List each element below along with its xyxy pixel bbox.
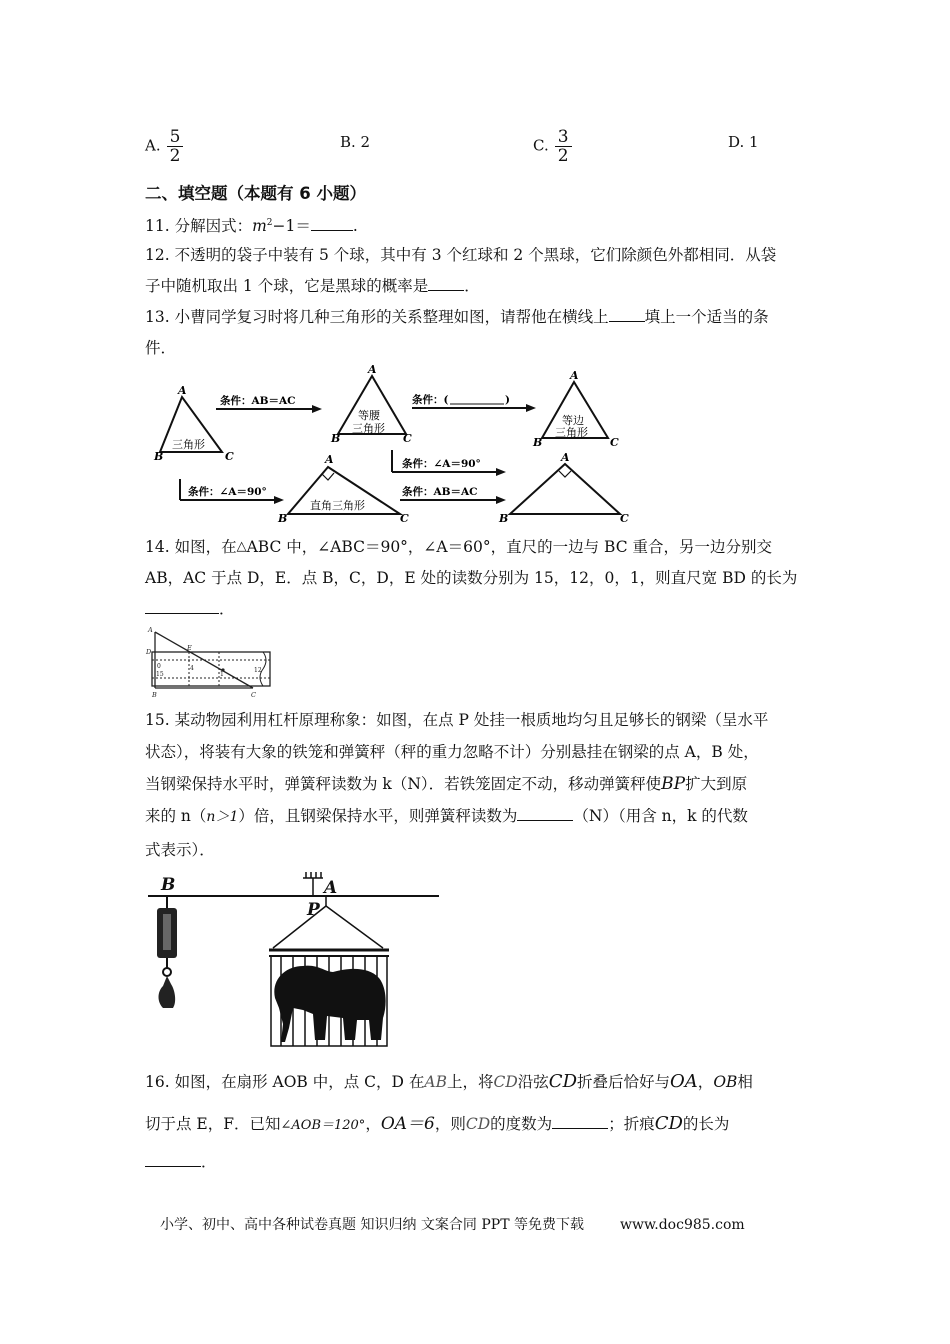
svg-text:三角形: 三角形 — [352, 422, 385, 435]
ruler-triangle-figure — [143, 624, 278, 698]
question-13-line1: 13. 小曹同学复习时将几种三角形的关系整理如图，请帮他在横线上 填上一个适当的条 — [145, 308, 769, 326]
elephant-lever-figure — [143, 868, 443, 1053]
option-d: D. 1 — [728, 133, 759, 151]
svg-text:C: C — [225, 450, 234, 463]
option-c: C. $\frac{3}{2}$ — [533, 128, 572, 165]
svg-text:C: C — [620, 512, 629, 525]
svg-text:A: A — [178, 384, 187, 397]
svg-text:B: B — [278, 512, 288, 525]
question-15-line1: 15. 某动物园利用杠杆原理称象：如图，在点 P 处挂一根质地均匀且足够长的钢梁（呈水平 — [145, 711, 769, 729]
svg-text:A: A — [561, 451, 570, 464]
svg-text:B: B — [152, 691, 157, 698]
svg-text:B: B — [533, 436, 543, 449]
question-13-line2: 件． — [145, 339, 177, 357]
svg-text:C: C — [610, 436, 619, 449]
svg-text:C: C — [251, 691, 256, 698]
svg-text:A: A — [368, 363, 377, 376]
question-15-line3: 当钢梁保持水平时，弹簧秤读数为 k（N）．若铁笼固定不动，移动弹簧秤使BP扩大到原 — [145, 774, 748, 794]
section-title: 二、填空题（本题有 6 小题） — [145, 184, 366, 203]
question-15-line2: 状态），将装有大象的铁笼和弹簧秤（秤的重力忽略不计）分别悬挂在钢梁的点 A，B 处， — [145, 743, 759, 761]
svg-text:12: 12 — [254, 667, 262, 674]
svg-text:A: A — [570, 369, 579, 382]
svg-text:条件：(: 条件：( — [412, 394, 449, 406]
svg-text:4: 4 — [190, 665, 194, 672]
svg-text:B: B — [161, 875, 176, 895]
svg-text:D: D — [146, 648, 152, 656]
option-a: A. $\frac{5}{2}$ — [145, 128, 183, 165]
svg-text:直角三角形: 直角三角形 — [310, 499, 365, 512]
question-14-line2: AB，AC 于点 D，E．点 B，C，D，E 处的读数分别为 15，12，0，1，则直尺宽 BD 的长为 — [145, 569, 798, 587]
svg-text:三角形: 三角形 — [172, 438, 205, 451]
question-16-line3: ． — [145, 1152, 217, 1172]
footer-url[interactable]: www.doc985.com — [619, 1217, 745, 1233]
svg-text:A: A — [148, 626, 153, 634]
question-11: 11. 分解因式：$m^2-1=$ . — [145, 217, 358, 236]
question-12-line1: 12. 不透明的袋子中装有 5 个球，其中有 3 个红球和 2 个黑球，它们除颜色外都相同．从袋 — [145, 246, 777, 264]
svg-text:0: 0 — [157, 663, 161, 670]
triangle-relations-diagram — [150, 362, 640, 527]
svg-text:等边: 等边 — [562, 414, 584, 427]
svg-text:三角形: 三角形 — [555, 426, 588, 439]
question-15-line4: 来的 n（n＞1）倍，且钢梁保持水平，则弹簧秤读数为 （N）（用含 n，k 的代数 — [145, 807, 748, 825]
svg-text:A: A — [325, 453, 334, 466]
page-footer: 小学、初中、高中各种试卷真题 知识归纳 文案合同 PPT 等免费下载 www.doc985.com — [160, 1217, 745, 1233]
svg-text:等腰: 等腰 — [358, 409, 380, 422]
svg-text:B: B — [499, 512, 509, 525]
svg-text:条件：∠A＝90°: 条件：∠A＝90° — [188, 486, 267, 498]
svg-text:条件：AB＝AC: 条件：AB＝AC — [220, 395, 296, 407]
svg-text:C: C — [403, 432, 412, 445]
svg-text:B: B — [331, 432, 341, 445]
question-12-line2: 子中随机取出 1 个球，它是黑球的概率是 ． — [145, 277, 480, 295]
svg-text:条件：AB＝AC: 条件：AB＝AC — [402, 486, 478, 498]
svg-text:P: P — [307, 900, 320, 920]
svg-text:15: 15 — [156, 671, 164, 678]
svg-text:B: B — [154, 450, 164, 463]
isosceles-right-triangle — [510, 464, 620, 514]
svg-text:E: E — [187, 644, 192, 652]
option-b: B. 2 — [340, 133, 371, 151]
svg-text:条件：∠A＝90°: 条件：∠A＝90° — [402, 458, 481, 470]
svg-text:C: C — [400, 512, 409, 525]
elephant-icon — [274, 966, 385, 1042]
question-16-line2: 切于点 E，F．已知∠AOB＝120°，OA＝6，则CD的度数为 ；折痕CD的长为 — [145, 1113, 730, 1134]
svg-text:): ) — [505, 394, 510, 406]
svg-text:1: 1 — [220, 671, 224, 678]
question-16-line1: 16. 如图，在扇形 AOB 中，点 C，D 在AB上，将CD沿弦CD折叠后恰好与OA，OB相 — [145, 1071, 753, 1092]
question-14-line1: 14. 如图，在△ABC 中，∠ABC＝90°，∠A＝60°，直尺的一边与 BC 重合，另一边分别交 — [145, 538, 772, 556]
question-14-line3: ． — [145, 599, 235, 619]
svg-text:A: A — [324, 878, 338, 898]
hand-icon — [159, 976, 176, 1008]
question-15-line5: 式表示）． — [145, 841, 215, 859]
